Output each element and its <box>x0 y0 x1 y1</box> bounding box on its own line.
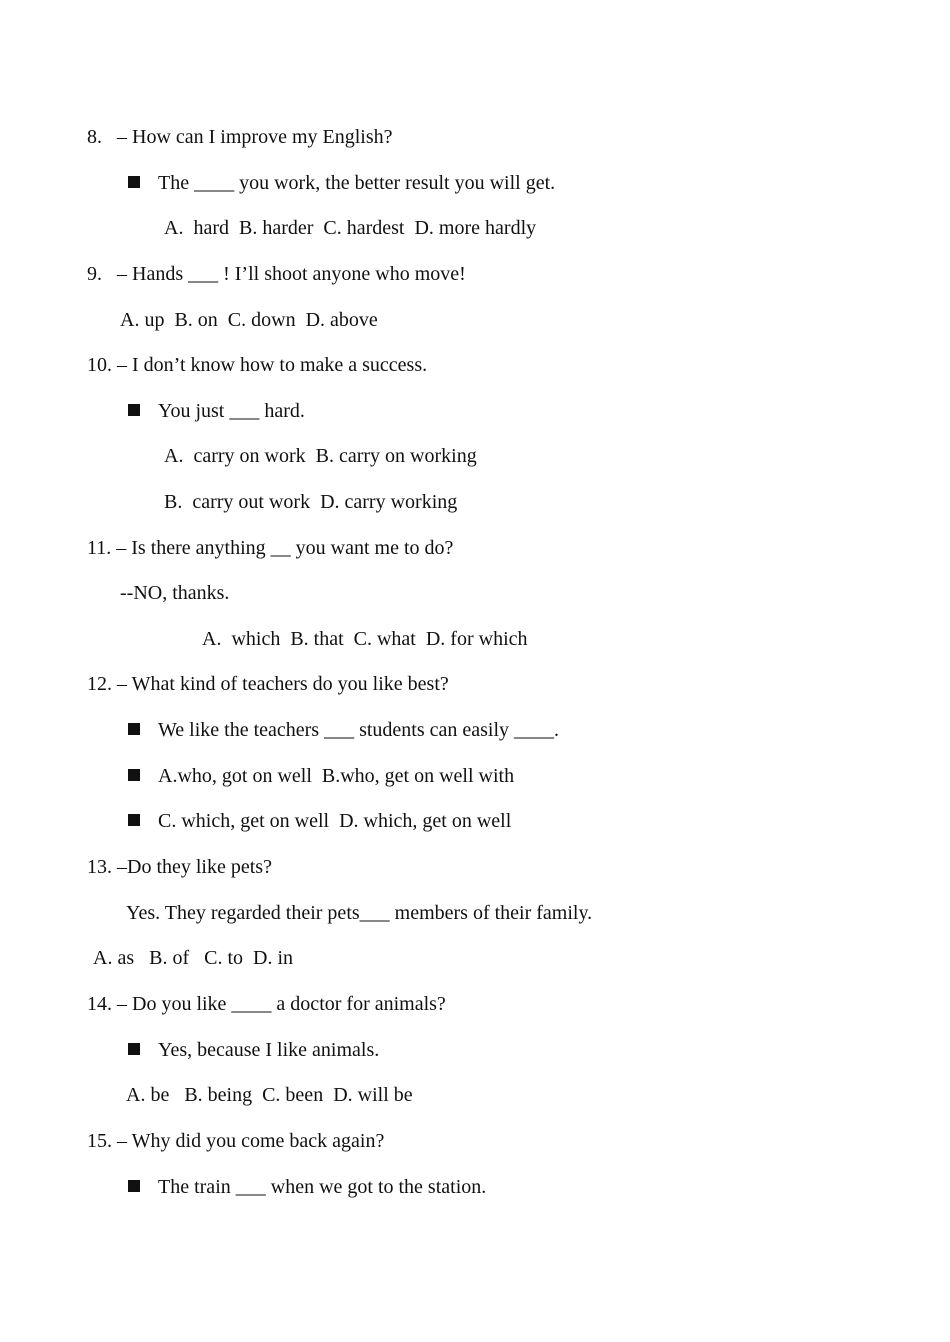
question-13-reply: Yes. They regarded their pets___ members of their family. <box>126 902 593 924</box>
question-8-options: A. hard B. harder C. hardest D. more hardly <box>164 217 537 239</box>
bullet-icon <box>128 404 140 416</box>
question-10-stem: 10. – I don’t know how to make a success. <box>87 354 428 376</box>
question-15-stem: 15. – Why did you come back again? <box>87 1130 385 1152</box>
question-10-options-line2: B. carry out work D. carry working <box>164 491 458 513</box>
bullet-icon <box>128 1043 140 1055</box>
question-11-reply: --NO, thanks. <box>120 582 230 604</box>
question-12-options-line1: A.who, got on well B.who, get on well with <box>158 765 515 787</box>
question-12-reply: We like the teachers ___ students can easily ____. <box>158 719 560 741</box>
question-9-stem: 9. – Hands ___ ! I’ll shoot anyone who move! <box>87 263 466 285</box>
question-13-stem: 13. –Do they like pets? <box>87 856 272 878</box>
question-11-options: A. which B. that C. what D. for which <box>202 628 528 650</box>
question-9-options: A. up B. on C. down D. above <box>120 309 378 331</box>
question-10-options-line1: A. carry on work B. carry on working <box>164 445 477 467</box>
question-14-options: A. be B. being C. been D. will be <box>126 1084 413 1106</box>
bullet-icon <box>128 769 140 781</box>
question-12-options-line2: C. which, get on well D. which, get on well <box>158 810 512 832</box>
question-15-reply: The train ___ when we got to the station. <box>158 1176 487 1198</box>
question-14-reply: Yes, because I like animals. <box>158 1039 380 1061</box>
question-11-stem: 11. – Is there anything __ you want me to do? <box>87 537 454 559</box>
question-12-stem: 12. – What kind of teachers do you like best? <box>87 673 449 695</box>
question-10-reply: You just ___ hard. <box>158 400 305 422</box>
question-8-reply: The ____ you work, the better result you will get. <box>158 172 556 194</box>
question-14-stem: 14. – Do you like ____ a doctor for animals? <box>87 993 446 1015</box>
bullet-icon <box>128 176 140 188</box>
bullet-icon <box>128 723 140 735</box>
question-13-options: A. as B. of C. to D. in <box>93 947 293 969</box>
bullet-icon <box>128 814 140 826</box>
bullet-icon <box>128 1180 140 1192</box>
question-8-stem: 8. – How can I improve my English? <box>87 126 393 148</box>
